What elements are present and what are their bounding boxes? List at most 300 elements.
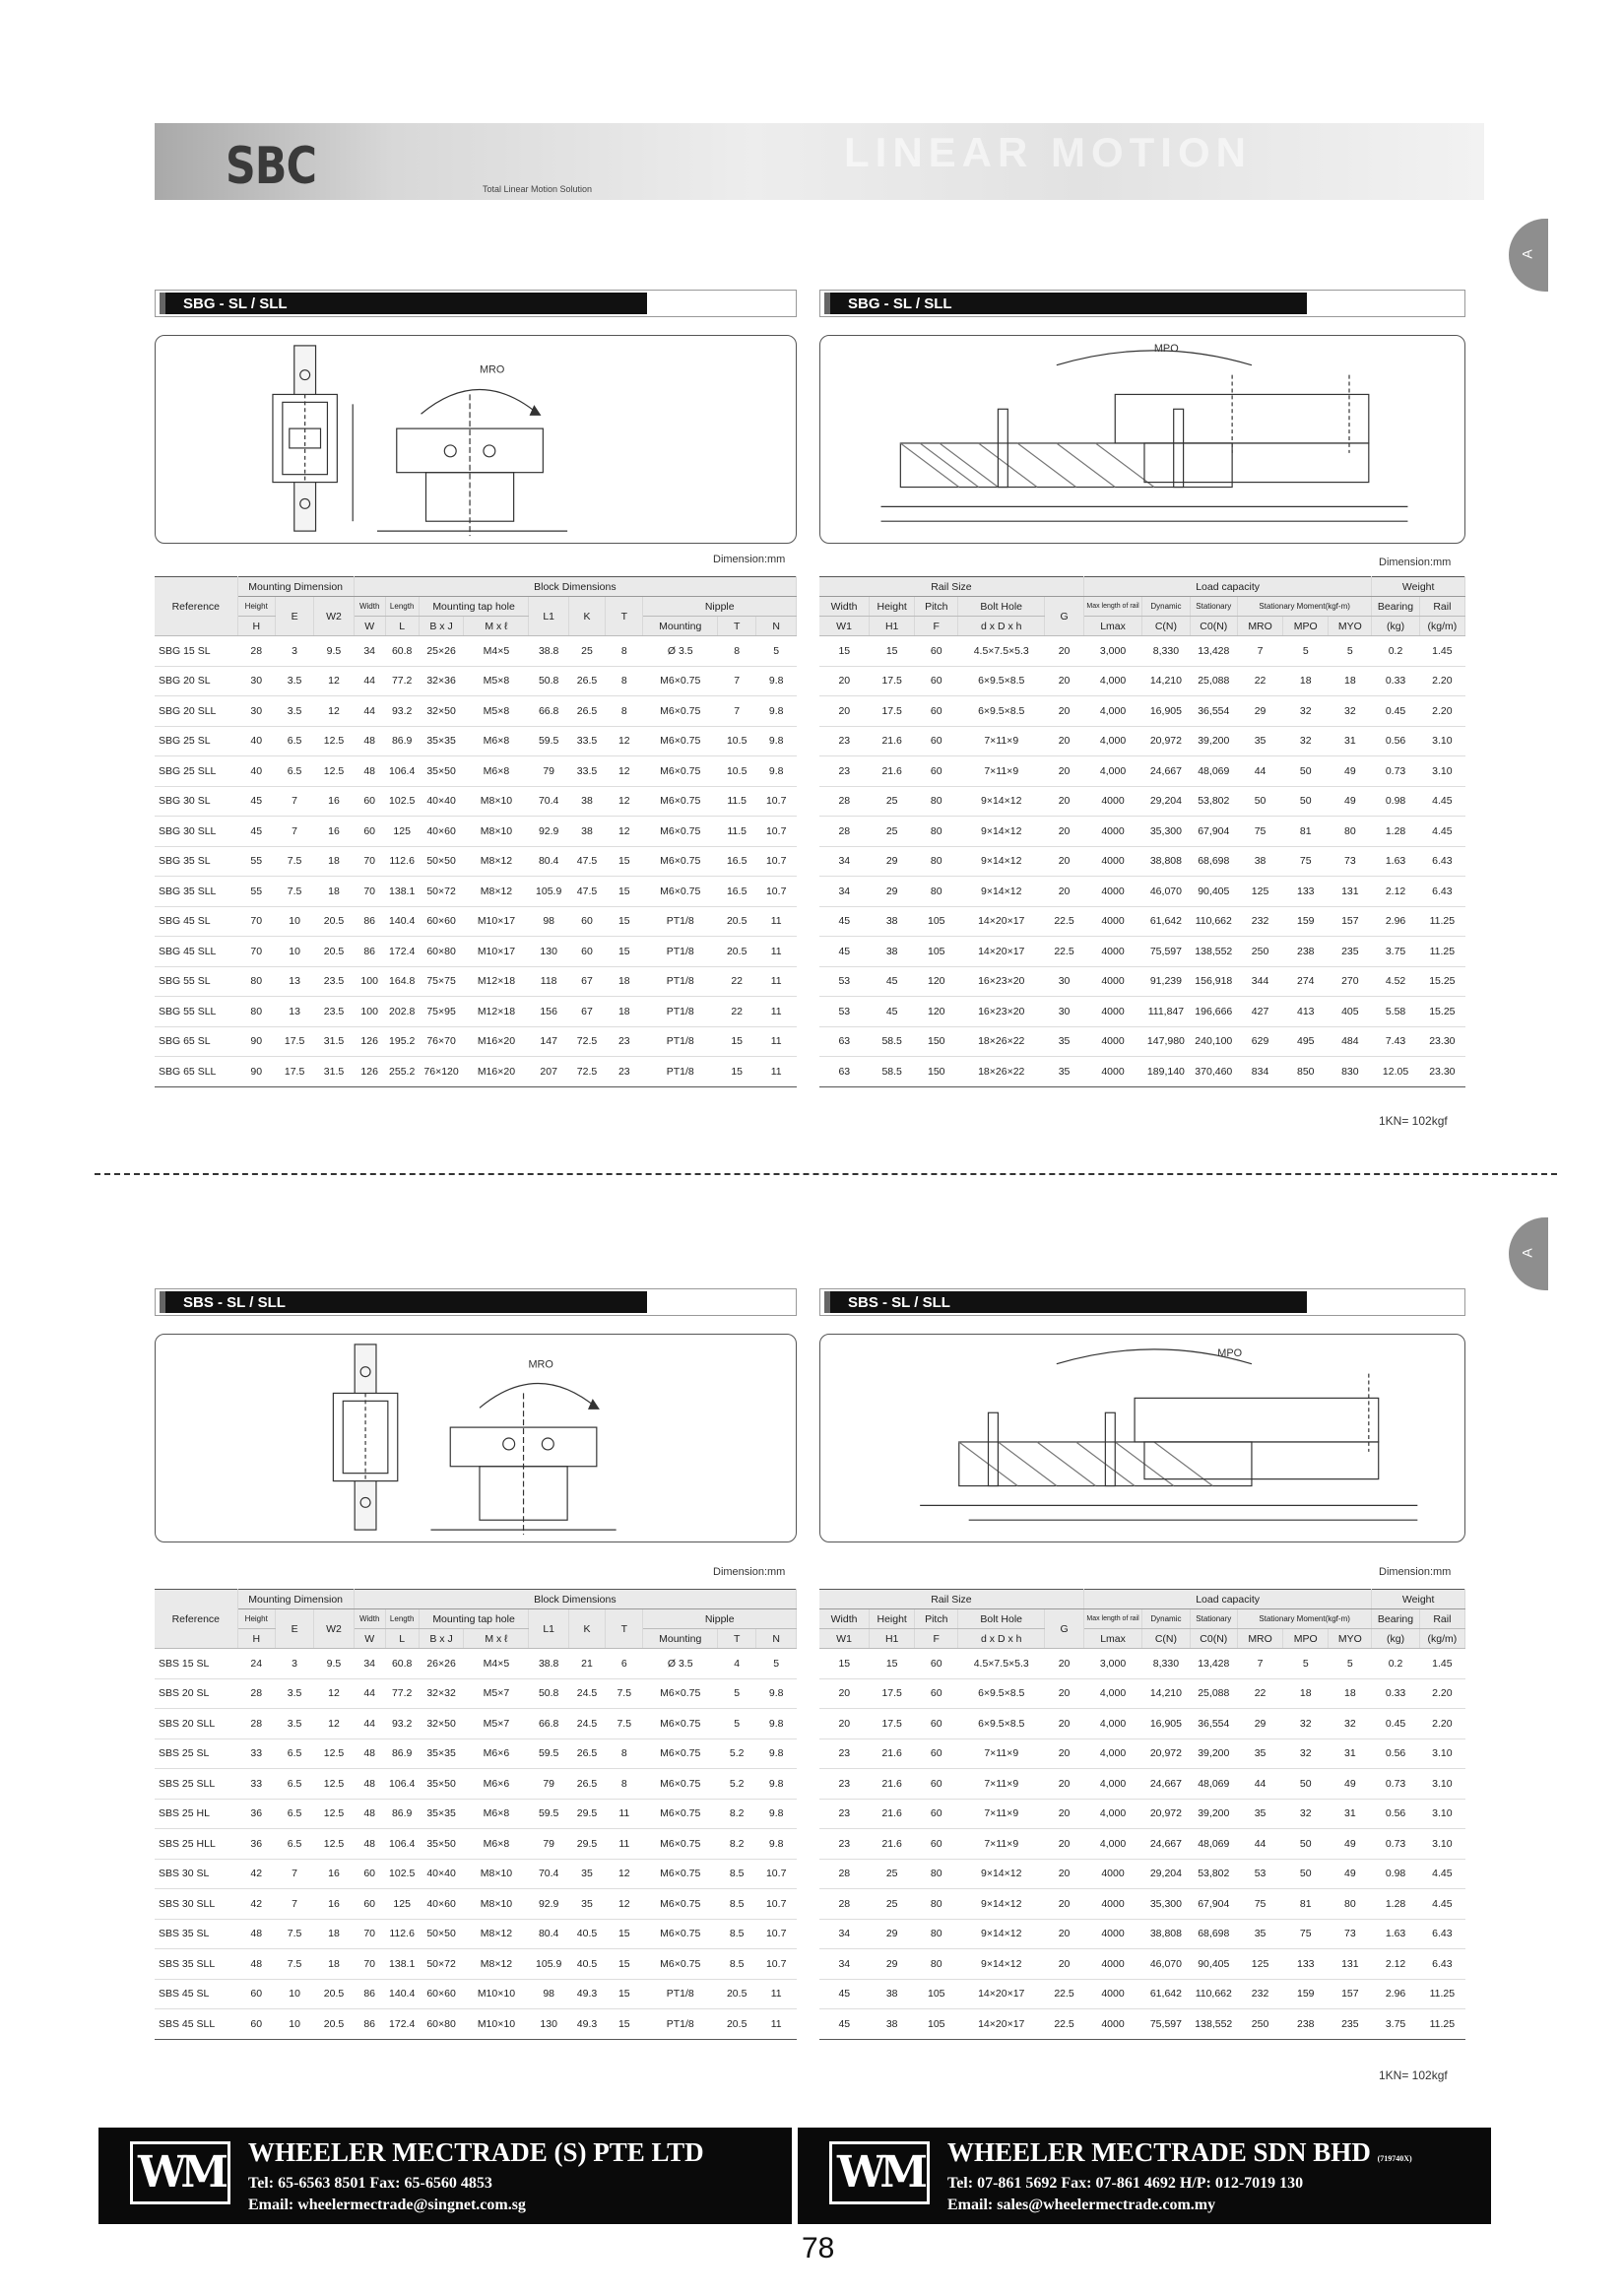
table-cell: 38,808 [1142,846,1190,877]
table-cell: 1.63 [1372,1919,1419,1949]
table-cell: 15 [606,1949,643,1980]
table-cell: 17.5 [870,696,915,727]
th-load-capacity: Load capacity [1083,577,1372,597]
table-cell: 48 [354,1738,385,1769]
table-cell: 11.5 [718,817,756,847]
table-cell: SBG 35 SLL [155,877,237,907]
th-c0: C0(N) [1190,617,1237,636]
table-cell: 60 [915,756,958,787]
table-cell: 1.28 [1372,817,1419,847]
table-cell: 24.5 [568,1709,605,1739]
table-cell: 35 [1045,1057,1084,1087]
table-cell: 53,802 [1190,786,1237,817]
table-cell: M6×0.75 [643,1949,718,1980]
table-row [155,1026,797,1057]
table-cell: M6×8 [464,726,529,756]
th-stationary: Stationary [1190,1609,1237,1629]
table-cell: M6×8 [464,1799,529,1829]
table-cell: 850 [1283,1057,1329,1087]
table-cell: 0.56 [1372,1799,1419,1829]
table-cell: 9×14×12 [958,846,1045,877]
table-cell: 7.5 [606,1678,643,1709]
table-cell: 7×11×9 [958,1799,1045,1829]
table-cell: 20 [819,1709,870,1739]
table-cell: 20 [1045,1799,1084,1829]
table-row [819,696,1465,727]
table-cell: 29 [1237,696,1282,727]
table-cell: 12.5 [314,1769,354,1800]
table-cell: 0.73 [1372,1769,1419,1800]
table-cell: 86 [354,1979,385,2009]
table-cell: 35×50 [419,1829,464,1860]
table-cell: 80 [915,817,958,847]
table-cell: 48 [237,1949,275,1980]
table-cell: 20 [1045,1829,1084,1860]
sbs-left-title-bar [155,1288,797,1316]
table-cell: 75 [1237,817,1282,847]
table-cell: 31 [1329,1738,1372,1769]
table-cell: 81 [1283,1889,1329,1920]
table-cell: SBG 30 SLL [155,817,237,847]
table-cell: 75×75 [419,966,464,997]
table-cell: 70 [354,1919,385,1949]
table-cell: 250 [1237,937,1282,967]
table-cell: 80 [915,877,958,907]
th-bolt-hole: Bolt Hole [958,1609,1045,1629]
table-cell: M6×0.75 [643,1859,718,1889]
table-cell: 70 [354,877,385,907]
th-kg: (kg) [1372,617,1419,636]
table-cell: 20 [1045,877,1084,907]
table-cell: 3.75 [1372,2009,1419,2040]
table-cell: 4,000 [1083,1799,1141,1829]
table-cell: M6×8 [464,1829,529,1860]
table-cell: 110,662 [1190,1979,1237,2009]
table-cell: M6×6 [464,1738,529,1769]
table-cell: 38 [870,937,915,967]
table-cell: 20 [1045,756,1084,787]
table-cell: 34 [819,1949,870,1980]
table-cell: 60×80 [419,937,464,967]
table-cell: 10.7 [756,817,797,847]
table-cell: 2.20 [1419,1678,1464,1709]
table-cell: 34 [819,877,870,907]
table-cell: 11.25 [1419,937,1464,967]
th-g: G [1045,597,1084,636]
th-mxl: M x ℓ [464,617,529,636]
table-cell: 75 [1283,1919,1329,1949]
table-cell: 405 [1329,997,1372,1027]
table-cell: 3.10 [1419,1769,1464,1800]
table-cell: 238 [1283,2009,1329,2040]
table-row [155,1709,797,1739]
table-row [155,2009,797,2040]
th-lmax: Lmax [1083,1629,1141,1649]
sbs-front-figure [155,1334,797,1542]
th-e: E [275,597,313,636]
table-cell: 21.6 [870,756,915,787]
table-cell: 3.5 [275,1678,313,1709]
th-mounting: Mounting [643,1629,718,1649]
table-cell: 118 [529,966,568,997]
th-lmax: Lmax [1083,617,1141,636]
table-cell: 0.98 [1372,786,1419,817]
table-row [819,2009,1465,2040]
table-cell: 39,200 [1190,1799,1237,1829]
table-cell: 38.8 [529,636,568,667]
table-cell: 14,210 [1142,666,1190,696]
table-cell: 105 [915,906,958,937]
section-divider [95,1173,1557,1175]
table-cell: 3.5 [275,666,313,696]
table-cell: 44 [354,666,385,696]
table-cell: M10×10 [464,2009,529,2040]
table-cell: 0.45 [1372,696,1419,727]
table-cell: 49 [1329,1829,1372,1860]
table-cell: 4000 [1083,1026,1141,1057]
table-cell: 55 [237,846,275,877]
company-email-my[interactable]: Email: sales@wheelermectrade.com.my [947,2197,1216,2213]
table-cell: 5 [756,1649,797,1679]
table-cell: 80 [1329,1889,1372,1920]
table-row [155,1949,797,1980]
table-cell: 427 [1237,997,1282,1027]
table-row [819,817,1465,847]
table-cell: 23 [819,726,870,756]
table-cell: 20 [1045,1889,1084,1920]
table-cell: 133 [1283,877,1329,907]
table-cell: SBG 65 SLL [155,1057,237,1087]
table-cell: 20,972 [1142,1738,1190,1769]
table-cell: 44 [1237,1829,1282,1860]
table-cell: M6×0.75 [643,756,718,787]
sbg-side-moment-label: MPO [1153,342,1179,355]
table-cell: 15 [606,877,643,907]
table-cell: 4000 [1083,966,1141,997]
table-cell: 23.30 [1419,1057,1464,1087]
table-cell: 240,100 [1190,1026,1237,1057]
table-cell: PT1/8 [643,997,718,1027]
table-cell: 86 [354,906,385,937]
th-weight: Weight [1372,577,1465,597]
table-cell: 150 [915,1057,958,1087]
table-cell: SBG 30 SL [155,786,237,817]
table-cell: 4000 [1083,937,1141,967]
table-cell: 11.5 [718,786,756,817]
th-c0: C0(N) [1190,1629,1237,1649]
table-cell: 12 [314,696,354,727]
table-cell: 4.45 [1419,786,1464,817]
table-cell: 133 [1283,1949,1329,1980]
table-cell: 98 [529,1979,568,2009]
sbs-mounting-body [155,1649,797,2040]
table-cell: 20 [1045,726,1084,756]
table-cell: 156,918 [1190,966,1237,997]
table-cell: 12 [606,817,643,847]
table-cell: 4,000 [1083,1709,1141,1739]
table-cell: 4000 [1083,1979,1141,2009]
th-weight: Weight [1372,1590,1465,1609]
th-kgm: (kg/m) [1419,617,1464,636]
table-cell: 102.5 [385,1859,419,1889]
table-cell: 22.5 [1045,937,1084,967]
table-cell: 6.5 [275,1829,313,1860]
table-cell: 18 [1283,666,1329,696]
table-cell: 12 [314,666,354,696]
table-cell: 4000 [1083,2009,1141,2040]
table-cell: 79 [529,1829,568,1860]
table-cell: 46,070 [1142,1949,1190,1980]
table-cell: 35 [1045,1026,1084,1057]
table-cell: 70.4 [529,1859,568,1889]
table-cell: 20,972 [1142,1799,1190,1829]
table-cell: 55 [237,877,275,907]
table-cell: 80 [915,1919,958,1949]
table-cell: 0.33 [1372,666,1419,696]
table-cell: 150 [915,1026,958,1057]
table-cell: 75×95 [419,997,464,1027]
table-cell: 25 [870,1859,915,1889]
table-cell: 6.43 [1419,846,1464,877]
table-cell: 16,905 [1142,1709,1190,1739]
table-cell: 0.45 [1372,1709,1419,1739]
table-cell: 111,847 [1142,997,1190,1027]
sbs-front-drawing [156,1335,796,1542]
table-cell: 92.9 [529,817,568,847]
table-row [819,1769,1465,1800]
table-cell: 7.5 [275,877,313,907]
footer-malaysia [798,2128,1491,2224]
th-t2: T [718,1629,756,1649]
table-cell: M5×8 [464,666,529,696]
table-cell: 5 [1329,636,1372,667]
table-cell: 202.8 [385,997,419,1027]
table-cell: 629 [1237,1026,1282,1057]
table-cell: 2.12 [1372,1949,1419,1980]
table-cell: 0.2 [1372,636,1419,667]
sbs-load-note: 1KN= 102kgf [1379,2068,1448,2082]
table-cell: SBS 35 SL [155,1919,237,1949]
th-width: Width [819,597,870,617]
table-cell: 30 [237,666,275,696]
table-cell: 7.5 [606,1709,643,1739]
table-cell: M5×7 [464,1678,529,1709]
table-cell: 15 [819,1649,870,1679]
sbs-rail-table [819,1589,1465,2040]
table-cell: 33.5 [568,756,605,787]
table-cell: 28 [819,1859,870,1889]
table-cell: 40.5 [568,1949,605,1980]
table-cell: 10 [275,2009,313,2040]
table-cell: 25 [870,1889,915,1920]
table-cell: SBS 20 SLL [155,1709,237,1739]
table-cell: 42 [237,1859,275,1889]
table-cell: 35 [1237,1799,1282,1829]
table-cell: 23 [819,1738,870,1769]
th-reference: Reference [155,1590,237,1649]
table-cell: 13,428 [1190,1649,1237,1679]
table-cell: M4×5 [464,636,529,667]
sbs-left-title: SBS - SL / SLL [160,1291,647,1313]
table-cell: 11 [756,966,797,997]
table-cell: 60 [915,726,958,756]
table-cell: 3.10 [1419,1799,1464,1829]
table-row [819,1949,1465,1980]
table-row [155,937,797,967]
table-cell: 60 [568,937,605,967]
table-cell: 11 [756,1026,797,1057]
table-cell: 33 [237,1738,275,1769]
th-n: N [756,617,797,636]
th-w: W [354,1629,385,1649]
table-cell: M6×0.75 [643,726,718,756]
table-cell: 35×35 [419,1799,464,1829]
table-cell: 4000 [1083,1859,1141,1889]
table-row [819,1979,1465,2009]
table-cell: 80.4 [529,1919,568,1949]
table-cell: 8 [606,666,643,696]
table-cell: M16×20 [464,1026,529,1057]
table-cell: 10.7 [756,1889,797,1920]
sbs-left-dim-unit: Dimension:mm [713,1566,786,1578]
header-watermark: LINEAR MOTION [844,129,1252,175]
table-cell: 29 [870,1919,915,1949]
table-cell: 46,070 [1142,877,1190,907]
table-cell: 31.5 [314,1057,354,1087]
table-cell: 15 [606,937,643,967]
table-cell: 53,802 [1190,1859,1237,1889]
table-cell: 2.20 [1419,1709,1464,1739]
th-h1: H1 [870,1629,915,1649]
table-cell: 20 [1045,1709,1084,1739]
table-cell: 16.5 [718,877,756,907]
table-row [819,1799,1465,1829]
table-cell: M8×12 [464,1919,529,1949]
table-cell: 495 [1283,1026,1329,1057]
table-cell: 24,667 [1142,756,1190,787]
table-cell: 18 [314,1919,354,1949]
table-cell: 93.2 [385,696,419,727]
table-cell: 18 [314,877,354,907]
table-cell: 14×20×17 [958,906,1045,937]
table-row [155,726,797,756]
table-cell: 11.25 [1419,2009,1464,2040]
table-cell: 3.10 [1419,726,1464,756]
table-cell: 53 [819,997,870,1027]
sbs-right-title-bar [819,1288,1465,1316]
table-cell: 44 [354,1709,385,1739]
table-cell: 9.8 [756,1709,797,1739]
table-cell: 4 [718,1649,756,1679]
table-cell: 22 [718,966,756,997]
table-cell: 270 [1329,966,1372,997]
th-n: N [756,1629,797,1649]
table-cell: 6.5 [275,1799,313,1829]
table-cell: 38.8 [529,1649,568,1679]
table-cell: M6×0.75 [643,877,718,907]
table-cell: 53 [1237,1859,1282,1889]
table-cell: 13 [275,966,313,997]
table-cell: 59.5 [529,726,568,756]
th-mounting: Mounting [643,617,718,636]
table-cell: 73 [1329,1919,1372,1949]
table-cell: 17.5 [870,1709,915,1739]
th-w2: W2 [314,1609,354,1649]
table-cell: 60 [237,2009,275,2040]
table-cell: 2.20 [1419,666,1464,696]
table-cell: 48,069 [1190,756,1237,787]
table-cell: 30 [1045,997,1084,1027]
table-cell: 39,200 [1190,1738,1237,1769]
table-cell: M10×17 [464,906,529,937]
table-cell: 48,069 [1190,1829,1237,1860]
table-cell: 5.2 [718,1738,756,1769]
company-email-sg[interactable]: Email: wheelermectrade@singnet.com.sg [248,2197,526,2213]
table-cell: 29 [870,846,915,877]
table-cell: 63 [819,1026,870,1057]
th-mounting-dimension: Mounting Dimension [237,577,354,597]
table-cell: 100 [354,966,385,997]
table-cell: 38 [568,817,605,847]
table-cell: 7 [718,666,756,696]
table-cell: 13,428 [1190,636,1237,667]
table-cell: 4,000 [1083,696,1141,727]
table-cell: 35 [1237,1919,1282,1949]
table-cell: 6 [606,1649,643,1679]
section-tab-a-2[interactable]: A [1509,1217,1548,1290]
table-cell: M8×10 [464,1859,529,1889]
table-cell: 130 [529,2009,568,2040]
table-cell: 23 [819,1829,870,1860]
table-cell: 4.52 [1372,966,1419,997]
table-cell: 24,667 [1142,1769,1190,1800]
table-cell: 238 [1283,937,1329,967]
table-cell: 31.5 [314,1026,354,1057]
table-cell: SBG 65 SL [155,1026,237,1057]
table-cell: 60 [568,906,605,937]
table-cell: 34 [819,846,870,877]
company-name-sg: WHEELER MECTRADE (S) PTE LTD [248,2137,704,2167]
table-cell: 59.5 [529,1738,568,1769]
sbc-logo: SBC [226,137,317,196]
table-cell: 38 [568,786,605,817]
table-cell: 157 [1329,906,1372,937]
table-cell: 12.5 [314,726,354,756]
sbg-left-title: SBG - SL / SLL [160,293,647,314]
table-cell: 14,210 [1142,1678,1190,1709]
table-cell: SBG 55 SLL [155,997,237,1027]
th-mro: MRO [1237,1629,1282,1649]
table-cell: 48 [354,1769,385,1800]
table-cell: 5 [1283,636,1329,667]
table-row [155,1829,797,1860]
th-w: W [354,617,385,636]
table-cell: 16.5 [718,846,756,877]
table-cell: 21 [568,1649,605,1679]
table-cell: 16 [314,817,354,847]
table-cell: 16×23×20 [958,997,1045,1027]
section-tab-a[interactable]: A [1509,219,1548,292]
table-cell: 44 [1237,1769,1282,1800]
table-cell: 125 [385,1889,419,1920]
table-cell: 106.4 [385,1769,419,1800]
table-cell: 164.8 [385,966,419,997]
table-cell: 20.5 [314,1979,354,2009]
table-cell: 60 [354,1859,385,1889]
table-cell: 23.5 [314,997,354,1027]
table-cell: 6.43 [1419,1919,1464,1949]
table-cell: M16×20 [464,1057,529,1087]
